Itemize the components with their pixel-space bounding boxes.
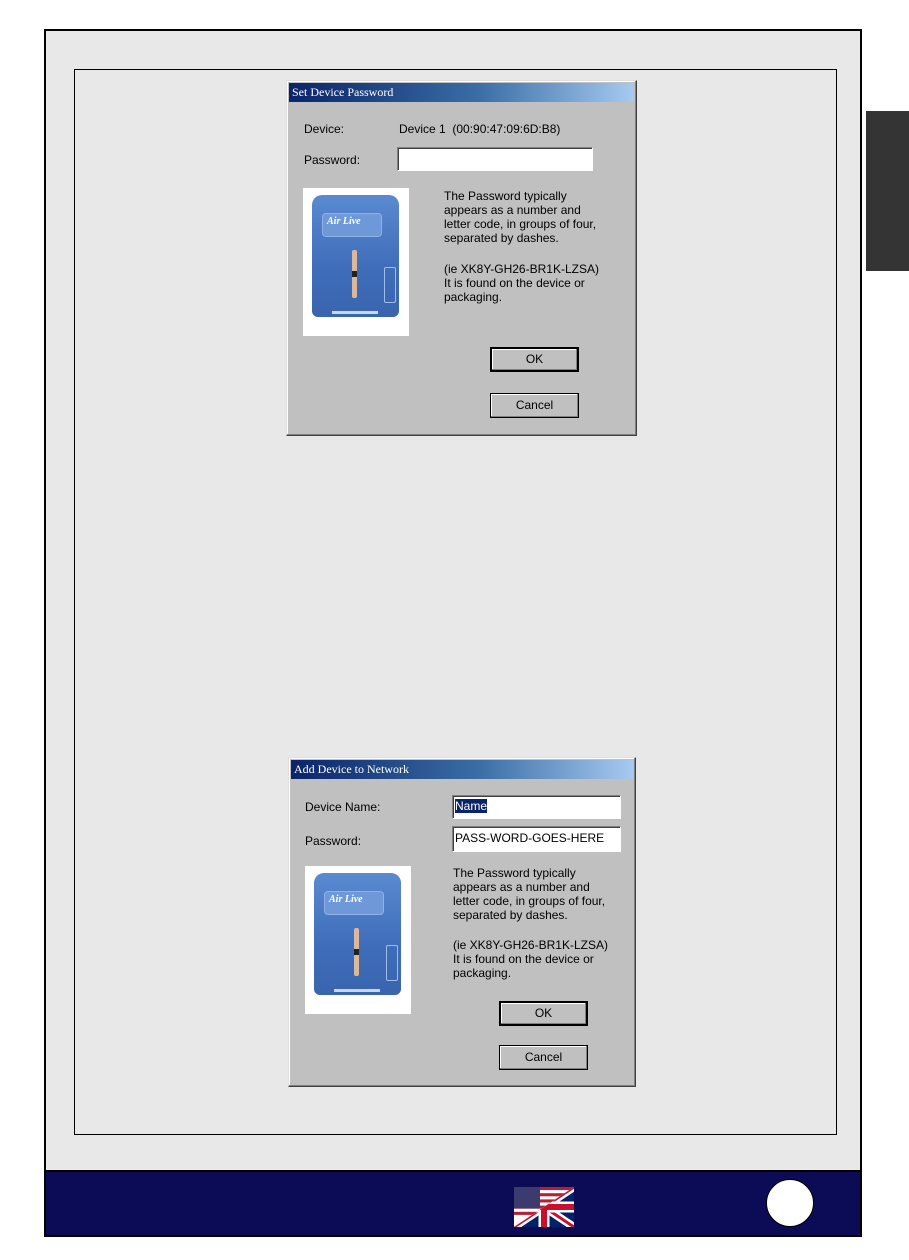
device-foot xyxy=(332,311,378,314)
dialog-title: Add Device to Network xyxy=(291,760,633,779)
air-live-logo: Air Live xyxy=(324,891,384,915)
device-name-label: Device Name: xyxy=(305,800,381,814)
device-name-input[interactable]: Name xyxy=(452,795,621,819)
device-image xyxy=(303,188,409,336)
cancel-button[interactable]: Cancel xyxy=(490,393,579,418)
help-text: The Password typically appears as a number and letter code, in groups of four, separated by dashes. xyxy=(453,866,606,922)
footer-bar xyxy=(46,1170,860,1235)
example-text: (ie XK8Y-GH26-BR1K-LZSA) It is found on the device or packaging. xyxy=(444,262,599,304)
password-label: Password: xyxy=(305,834,362,848)
add-device-to-network-dialog xyxy=(288,757,636,1087)
device-side-label xyxy=(386,945,398,981)
device-led xyxy=(352,271,357,277)
ok-button[interactable]: OK xyxy=(499,1001,588,1026)
device-side-label xyxy=(384,267,396,303)
device-body xyxy=(312,195,399,317)
uk-us-flag-icon xyxy=(514,1187,574,1227)
password-input[interactable] xyxy=(397,147,593,171)
device-label: Device: xyxy=(304,122,345,136)
ok-button[interactable]: OK xyxy=(490,347,579,372)
side-tab xyxy=(866,111,909,271)
password-input[interactable]: PASS-WORD-GOES-HERE xyxy=(452,826,621,852)
air-live-logo: Air Live xyxy=(322,213,382,237)
set-device-password-dialog xyxy=(286,80,637,436)
device-led xyxy=(354,949,359,955)
dialog-title: Set Device Password xyxy=(289,83,634,102)
device-image xyxy=(305,866,411,1014)
device-foot xyxy=(334,989,380,992)
password-label: Password: xyxy=(304,153,361,167)
device-body xyxy=(314,873,401,995)
help-text: The Password typically appears as a number and letter code, in groups of four, separated by dashes. xyxy=(444,189,597,245)
example-text: (ie XK8Y-GH26-BR1K-LZSA) It is found on the device or packaging. xyxy=(453,938,608,980)
device-value: Device 1 (00:90:47:09:6D:B8) xyxy=(399,122,561,136)
page-number-circle xyxy=(766,1179,814,1227)
cancel-button[interactable]: Cancel xyxy=(499,1045,588,1070)
